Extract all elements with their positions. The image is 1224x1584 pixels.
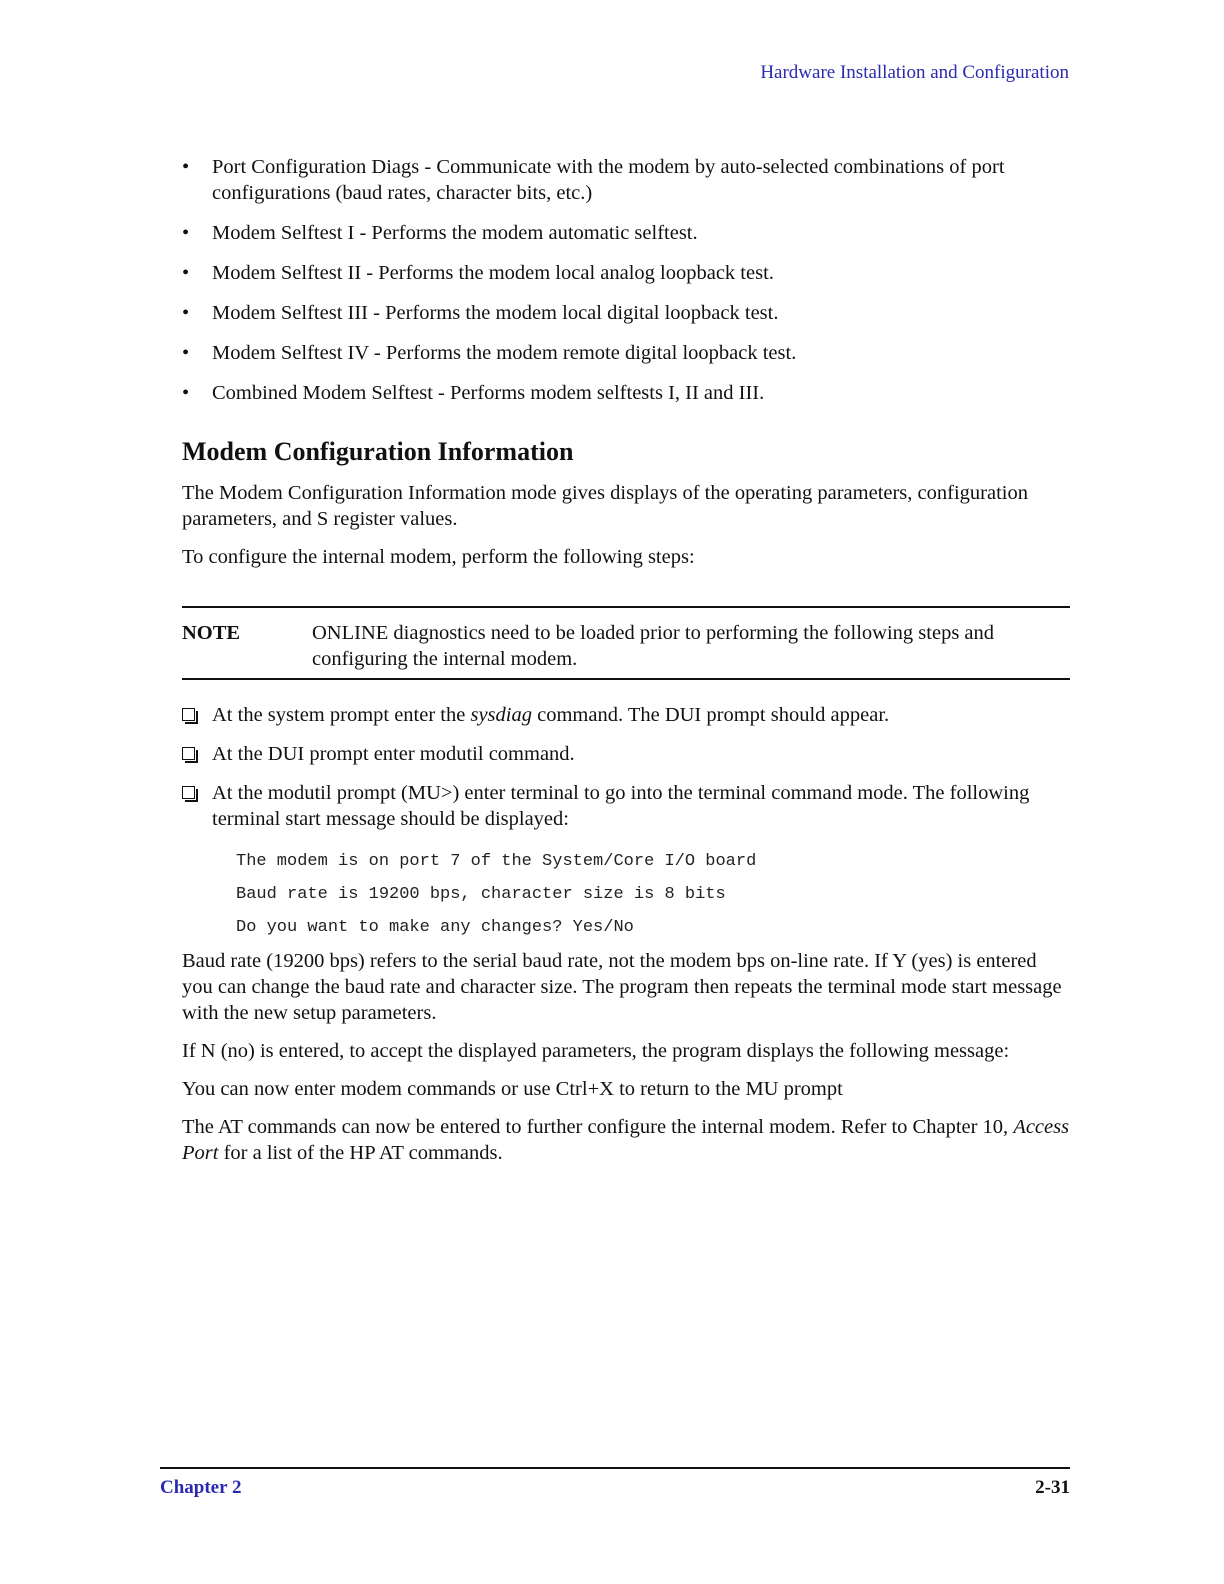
step-item <box>182 702 1070 728</box>
bullet-icon: • <box>182 342 190 364</box>
bullet-icon: • <box>182 222 190 244</box>
section-lead: To configure the internal modem, perform the following steps: <box>182 546 695 568</box>
code-line: Do you want to make any changes? Yes/No <box>236 918 634 937</box>
code-line: The modem is on port 7 of the System/Core I/O board <box>236 852 757 871</box>
note-text: ONLINE diagnostics need to be loaded prior to performing the following steps and configuring the internal modem. <box>312 622 995 670</box>
list-item <box>182 260 1070 286</box>
list-item <box>182 340 1070 366</box>
step-text: command. The DUI prompt should appear. <box>531 704 890 726</box>
page-content <box>182 154 1070 1178</box>
code-line: Baud rate is 19200 bps, character size is 8 bits <box>236 885 726 904</box>
baud-paragraph: Baud rate (19200 bps) refers to the serial baud rate, not the modem bps on-line rate. If Y (yes) is entered you can change the baud rate and character size. The program then repeats the terminal mode start message with the new setup parameters. <box>182 950 1062 1024</box>
bullet-icon: • <box>182 382 190 404</box>
at-text: The AT commands can now be entered to further configure the internal modem. Refer to Chapter 10, <box>182 1116 1014 1138</box>
footer-chapter: Chapter 2 <box>160 1477 242 1498</box>
message-paragraph: You can now enter modem commands or use Ctrl+X to return to the MU prompt <box>182 1078 843 1100</box>
steps-list <box>182 702 1070 832</box>
page-number: 2-31 <box>1035 1477 1070 1498</box>
list-item-text: Modem Selftest III - Performs the modem local digital loopback test. <box>212 302 779 324</box>
list-item <box>182 220 1070 246</box>
list-item <box>182 300 1070 326</box>
section-heading: Modem Configuration Information <box>182 437 574 466</box>
bullet-icon: • <box>182 262 190 284</box>
section-intro: The Modem Configuration Information mode gives displays of the operating parameters, configuration parameters, and S register values. <box>182 482 1028 530</box>
note-box <box>182 606 1070 680</box>
list-item-text: Modem Selftest II - Performs the modem local analog loopback test. <box>212 262 774 284</box>
chapter-reference: Access Port <box>182 1116 1070 1164</box>
step-text: At the system prompt enter the <box>212 704 471 726</box>
checkbox-icon <box>182 786 195 799</box>
at-text: for a list of the HP AT commands. <box>218 1142 503 1164</box>
running-header: Hardware Installation and Configuration <box>760 62 1069 83</box>
diagnostics-list <box>182 154 1070 406</box>
terminal-message <box>236 845 1070 944</box>
note-label: NOTE <box>182 622 241 644</box>
list-item <box>182 380 1070 406</box>
command-name: sysdiag <box>470 704 532 726</box>
list-item-text: Modem Selftest IV - Performs the modem remote digital loopback test. <box>212 342 797 364</box>
step-item <box>182 780 1070 832</box>
list-item-text: Combined Modem Selftest - Performs modem selftests I, II and III. <box>212 382 765 404</box>
checkbox-icon <box>182 747 195 760</box>
bullet-icon: • <box>182 302 190 324</box>
list-item <box>182 154 1070 206</box>
step-text: At the DUI prompt enter modutil command. <box>212 743 575 765</box>
page-footer <box>160 1467 1070 1499</box>
step-text: At the modutil prompt (MU>) enter terminal to go into the terminal command mode. The following terminal start message should be displayed: <box>212 782 1030 830</box>
no-paragraph: If N (no) is entered, to accept the displayed parameters, the program displays the following message: <box>182 1040 1010 1062</box>
list-item-text: Port Configuration Diags - Communicate with the modem by auto-selected combinations of port configurations (baud rates, character bits, etc.) <box>212 156 1005 204</box>
checkbox-icon <box>182 708 195 721</box>
at-paragraph <box>182 1114 1070 1166</box>
bullet-icon: • <box>182 156 190 178</box>
list-item-text: Modem Selftest I - Performs the modem automatic selftest. <box>212 222 698 244</box>
step-item <box>182 741 1070 767</box>
